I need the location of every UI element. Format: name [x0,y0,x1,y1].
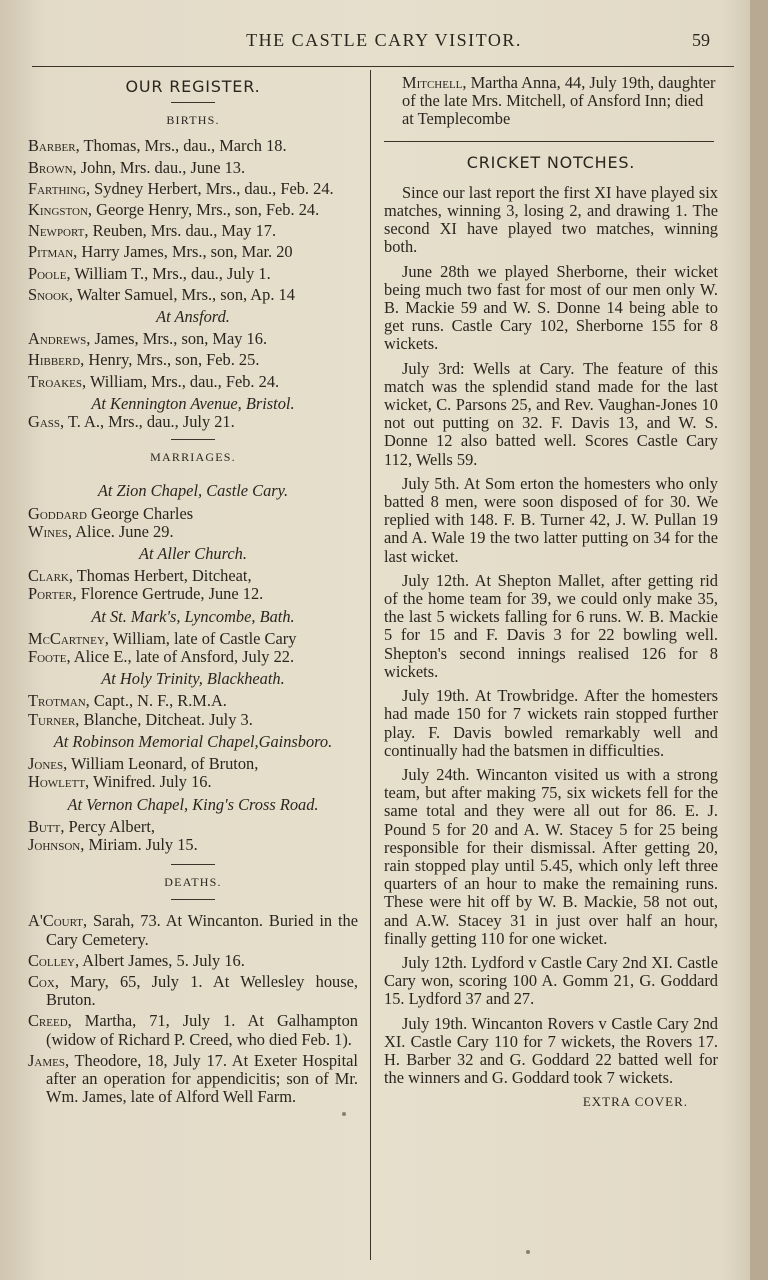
marriage-entry: Wines, Alice. June 29. [28,521,174,541]
births-group [28,137,358,304]
author-signoff: EXTRA COVER. [582,1094,688,1110]
cricket-paragraph: July 12th. Lydford v Castle Cary 2nd XI. Castle Cary won, scoring 100 A. Gomm 21, G. Goddard 15. Lydford 37 and 27. [384,952,718,1009]
running-title: THE CASTLE CARY VISITOR. [246,30,522,50]
column-rule [370,70,371,1260]
marriage-entry: Trotman, Capt., N. F., R.M.A. [28,691,227,711]
marriage-entry: McCartney, William, late of Castle Cary [28,628,297,648]
place-heading: At St. Mark's, Lyncombe, Bath. [91,606,295,626]
marriage-entry: Butt, Percy Albert, [28,816,156,836]
marriage-entry: Turner, Blanche, Ditcheat. July 3. [28,709,253,729]
cricket-paragraph: July 24th. Wincanton visited us with a strong team, but after making 75, six wickets fell for the same total and they were all out for 86. E. J. Pound 5 for 20 and A. W. Stacey 5 for 25 being responsible for their dismissal. After getting 20, rain stopped play until 5.45, which only left three quarters of an hour to make the remaining runs. These were hit off by W. B. Mackie, 58 not out, and A.W. Stacey 31 in just over half an hour, finally getting 110 for one wicket. [384,764,718,948]
cricket-paragraph: July 12th. At Shepton Mallet, after getting rid of the home team for 39, we could only make 35, the last 5 wickets falling for 6 runs. W. B. Mackie 5 for 15 and F. Davis 3 for 22 bowling well. Shepton's second innings realised 126 for 8 wickets. [384,570,718,681]
deaths-heading: DEATHS. [164,875,222,890]
birth-entry: Kingston, George Henry, Mrs., son, Feb. 24. [28,200,320,220]
marriage-entry: Howlett, Winifred. July 16. [28,772,212,792]
cricket-paragraph: Since our last report the first XI have played six matches, winning 3, losing 2, and drawing 1. The second XI have played two matches, winning both. [384,182,718,257]
cricket-paragraph: July 19th. Wincanton Rovers v Castle Cary 2nd XI. Castle Cary 110 for 7 wickets, the Rovers 17. H. Barber 32 and G. Goddard 22 batted well for the winners and G. Goddard took 7 wickets. [384,1013,718,1088]
place-heading: At Aller Church. [139,544,247,564]
birth-entry: Pitman, Harry James, Mrs., son, Mar. 20 [28,242,293,262]
section-rule [384,141,714,142]
cricket-paragraph: July 5th. At Som erton the homesters who only batted 8 men, were soon disposed of for 30. We replied with 148. F. B. Turner 42, J. W. Pullan 19 and A. Wale 19 the two latter putting on 34 for the last wicket. [384,473,718,566]
death-entry: Colley, Albert James, 5. July 16. [28,950,245,970]
section-dash [171,864,215,867]
marriage-entry: Clark, Thomas Herbert, Ditcheat, [28,566,252,586]
marriage-entry: Goddard George Charles [28,503,194,523]
place-heading: At Holy Trinity, Blackheath. [101,669,285,689]
cricket-paragraph: July 19th. At Trowbridge. After the homesters had made 150 for 7 wickets rain stopped further play. F. Davis bowled remarkably well and continually had the batsmen in difficulties. [384,686,718,760]
place-heading: At Zion Chapel, Castle Cary. [97,481,289,501]
death-entry: Creed, Martha, 71, July 1. At Galhampton (widow of Richard P. Creed, who died Feb. 1). [28,1011,358,1049]
marriage-entry: Foote, Alice E., late of Ansford, July 22. [28,647,295,667]
birth-entry: Snook, Walter Samuel, Mrs., son, Ap. 14 [28,284,295,304]
register-title: OUR REGISTER. [125,77,261,96]
birth-entry: Poole, William T., Mrs., dau., July 1. [28,263,271,283]
birth-entry: Gass, T. A., Mrs., dau., July 21. [28,412,235,432]
death-entry: James, Theodore, 18, July 17. At Exeter Hospital after an operation for appendicitis; son of Mr. Wm. James, late of Alford Well Farm. [28,1050,358,1107]
cricket-paragraph: July 3rd: Wells at Cary. The feature of this match was the splendid stand made for the last wicket, C. Parsons 25, and Rev. Vaughan-Jones 10 not out putting on 32. F. Davis 13, and W. S. Donne 12 also batted well. Scores Castle Cary 112, Wells 59. [384,358,718,469]
birth-entry: Andrews, James, Mrs., son, May 16. [28,329,268,349]
place-heading: At Robinson Memorial Chapel,Gainsboro. [53,731,333,751]
marriage-entry: Jones, William Leonard, of Bruton, [28,754,259,774]
section-dash [171,439,215,442]
right-column [384,74,718,1112]
cricket-paragraph: June 28th we played Sherborne, their wicket being much two fast for most of our men only W. B. Mackie 59 and W. S. Donne 14 being able to get runs. Castle Cary 102, Sherborne 155 for 8 wickets. [384,261,718,354]
place-heading: At Vernon Chapel, King's Cross Road. [67,794,319,814]
birth-entry: Barber, Thomas, Mrs., dau., March 18. [28,136,287,156]
section-dash [171,899,215,902]
birth-entry: Farthing, Sydney Herbert, Mrs., dau., Feb. 24. [28,178,334,198]
paper-speck [526,1250,530,1254]
death-entry: Cox, Mary, 65, July 1. At Wellesley house, Bruton. [28,971,358,1010]
birth-entry: Brown, John, Mrs. dau., June 13. [28,157,246,177]
paper-speck [342,1112,346,1116]
cricket-title: CRICKET NOTCHES. [466,152,636,172]
page-edge [750,0,768,1280]
header-rule [32,66,734,67]
running-header [0,30,768,54]
birth-entry: Hibberd, Henry, Mrs., son, Feb. 25. [28,350,260,370]
birth-entry: Newport, Reuben, Mrs. dau., May 17. [28,221,277,241]
birth-entry: Troakes, William, Mrs., dau., Feb. 24. [28,371,280,391]
death-entry-continued: Mitchell, Martha Anna, 44, July 19th, daughter of the late Mrs. Mitchell, of Ansford Inn; died at Templecombe [402,73,716,129]
title-dash [171,102,215,105]
death-entry: A'Court, Sarah, 73. At Wincanton. Buried in the Cary Cemetery. [28,911,358,949]
place-heading: At Kennington Avenue, Bristol. [91,393,295,413]
marriages-heading: MARRIAGES. [150,450,236,465]
page-number: 59 [692,30,710,50]
marriage-entry: Porter, Florence Gertrude, June 12. [28,584,264,604]
births-heading: BIRTHS. [166,113,220,128]
place-heading: At Ansford. [156,307,230,327]
marriage-entry: Johnson, Miriam. July 15. [28,834,198,854]
left-column [28,74,358,1109]
